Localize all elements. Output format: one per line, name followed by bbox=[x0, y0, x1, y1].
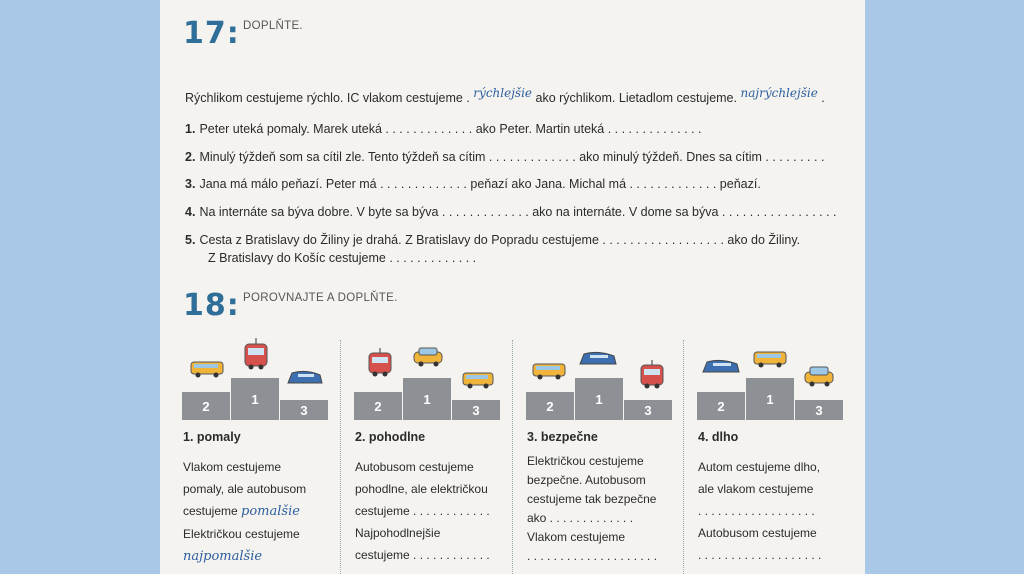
podium-place-3: 3 bbox=[280, 400, 329, 420]
podium-place-3: 3 bbox=[795, 400, 844, 420]
column-text: Vlakom cestujeme pomaly, ale autobusom cestujeme pomalšie Električkou cestujeme najpomalšie bbox=[183, 460, 307, 564]
exercise-17-item-3: 3. Jana má málo peňazí. Peter má . . . . . . . . . . . . . peňazí ako Jana. Michal má . . . . . . . . . . . . . peňazí. bbox=[185, 177, 761, 191]
podium-place-1: 1 bbox=[575, 378, 624, 420]
tram-icon bbox=[638, 360, 666, 390]
exercise-17-number: 17: bbox=[183, 16, 240, 51]
train-icon bbox=[578, 350, 618, 368]
handwritten-answer-2: najrýchlejšie bbox=[740, 86, 818, 100]
exercise-18-heading: POROVNAJTE A DOPLŇTE. bbox=[243, 292, 398, 304]
exercise-17-item-4: 4. Na internáte sa býva dobre. V byte sa býva . . . . . . . . . . . . . ako na internáte. V dome sa býva . . . . . . . . . . . . . . . . . bbox=[185, 205, 837, 219]
exercise-17-heading: DOPLŇTE. bbox=[243, 20, 303, 32]
train-icon bbox=[701, 358, 741, 376]
exercise-17-item-5: 5. Cesta z Bratislavy do Žiliny je drahá. Z Bratislavy do Popradu cestujeme . . . . . . . . . . . . . . . . . . ako do Žiliny. bbox=[185, 233, 801, 247]
exercise-17-item-5-continued: Z Bratislavy do Košíc cestujeme . . . . . . . . . . . . . bbox=[208, 251, 477, 265]
exercise-17-item-1: 1. Peter uteká pomaly. Marek uteká . . . . . . . . . . . . . ako Peter. Martin uteká . . . . . . . . . . . . . . bbox=[185, 122, 702, 136]
example-text-c: . bbox=[821, 91, 825, 105]
column-text: Autobusom cestujeme pohodlne, ale električkou cestujeme . . . . . . . . . . . . Najpohodlnejšie cestujeme . . . . . . . . . . . . bbox=[355, 460, 490, 562]
column-text: Autom cestujeme dlho, ale vlakom cestujeme . . . . . . . . . . . . . . . . . . Autobusom cestujeme . . . . . . . . . . . . . . . . . . . bbox=[698, 460, 822, 562]
train-icon bbox=[286, 369, 324, 387]
example-text-b: ako rýchlikom. Lietadlom cestujeme. bbox=[535, 91, 737, 105]
textbook-page bbox=[160, 0, 865, 574]
podium-place-3: 3 bbox=[452, 400, 501, 420]
exercise-17-example bbox=[185, 86, 825, 105]
comparison-column-4 bbox=[697, 338, 857, 574]
bus-icon bbox=[190, 360, 224, 378]
podium-place-2: 2 bbox=[182, 392, 231, 420]
comparison-column-3 bbox=[526, 338, 686, 574]
car-icon bbox=[412, 346, 444, 368]
example-text-a: Rýchlikom cestujeme rýchlo. IC vlakom cestujeme . bbox=[185, 91, 470, 105]
podium-place-1: 1 bbox=[746, 378, 795, 420]
bus-icon bbox=[532, 362, 566, 380]
bus-icon bbox=[462, 371, 494, 389]
handwritten-answer: najpomalšie bbox=[183, 549, 263, 564]
podium-place-2: 2 bbox=[354, 392, 403, 420]
tram-icon bbox=[366, 348, 394, 378]
podium-place-2: 2 bbox=[697, 392, 746, 420]
podium-place-1: 1 bbox=[231, 378, 280, 420]
podium-place-2: 2 bbox=[526, 392, 575, 420]
column-title: 1. pomaly bbox=[183, 430, 241, 444]
exercise-17-item-2: 2. Minulý týždeň som sa cítil zle. Tento týždeň sa cítim . . . . . . . . . . . . . ako minulý týždeň. Dnes sa cítim . . . . . . . . . bbox=[185, 150, 825, 164]
comparison-column-2 bbox=[354, 338, 514, 574]
column-title: 2. pohodlne bbox=[355, 430, 426, 444]
handwritten-answer-1: rýchlejšie bbox=[473, 86, 533, 100]
column-title: 3. bezpečne bbox=[527, 430, 598, 444]
column-text: Električkou cestujeme bezpečne. Autobusom cestujeme tak bezpečne ako . . . . . . . . . . . . . Vlakom cestujeme . . . . . . . . . . . . . . . . . . . . bbox=[527, 454, 658, 563]
comparison-column-1 bbox=[182, 338, 342, 574]
handwritten-answer: pomalšie bbox=[241, 504, 300, 519]
tram-icon bbox=[242, 338, 270, 370]
exercise-18-number: 18: bbox=[183, 288, 240, 323]
bus-icon bbox=[753, 350, 787, 368]
podium-place-1: 1 bbox=[403, 378, 452, 420]
car-icon bbox=[803, 364, 835, 388]
podium-place-3: 3 bbox=[624, 400, 673, 420]
column-title: 4. dlho bbox=[698, 430, 739, 444]
